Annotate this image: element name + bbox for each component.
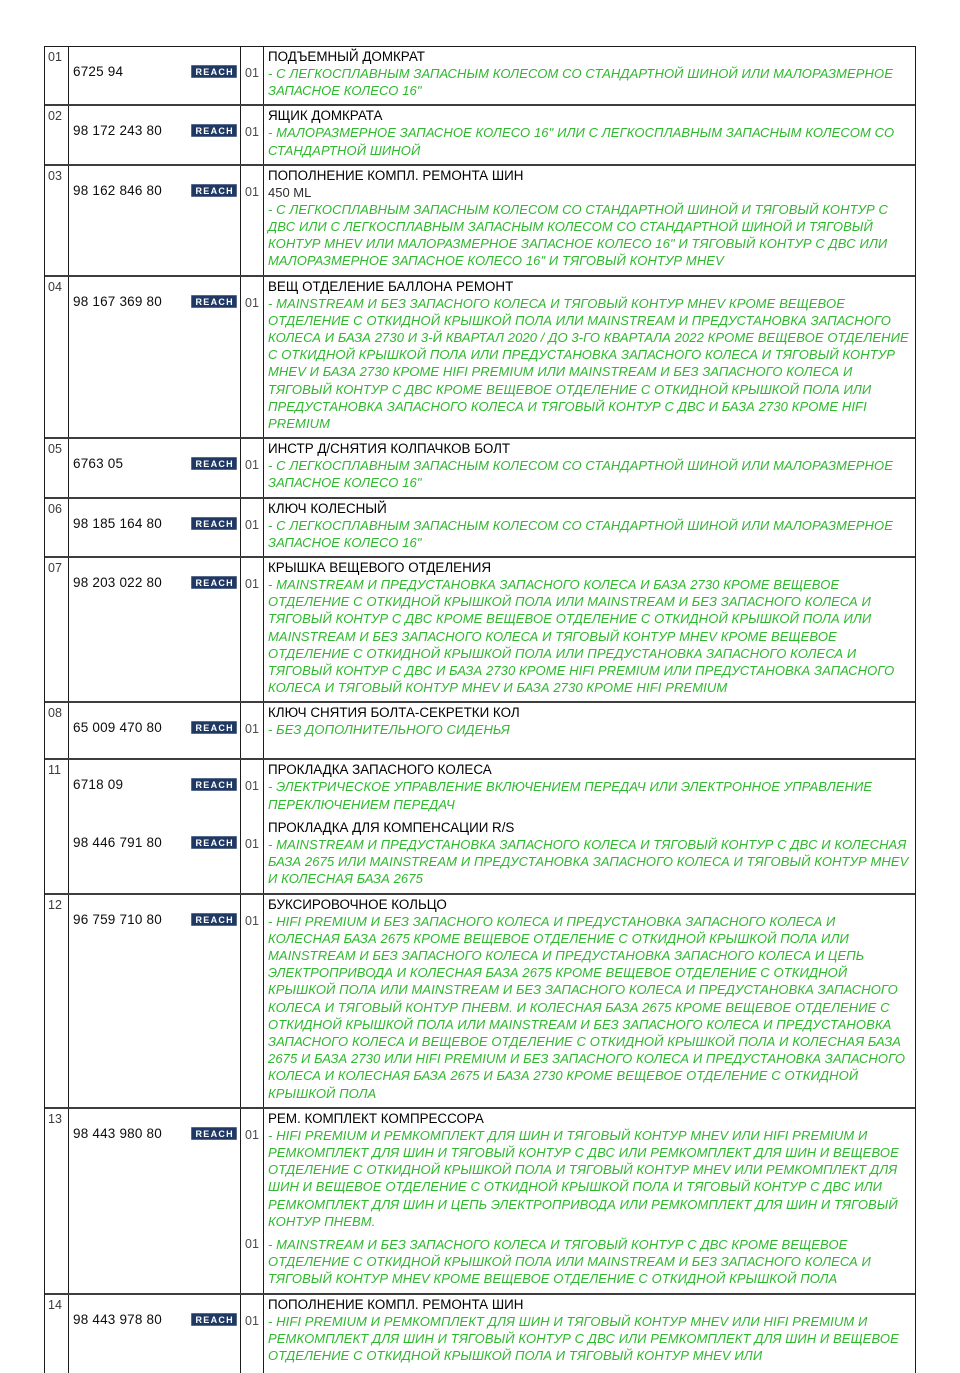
- row-number-cell: [45, 895, 69, 1107]
- quantity-cell: [241, 1295, 264, 1373]
- quantity-value: 01: [245, 458, 259, 473]
- row-entry: [45, 895, 915, 1107]
- description-cell: [264, 1295, 915, 1373]
- part-description: - С ЛЕГКОСПЛАВНЫМ ЗАПАСНЫМ КОЛЕСОМ СО СТАНДАРТНОЙ ШИНОЙ ИЛИ МАЛОРАЗМЕРНОЕ ЗАПАСНОЕ КОЛЕСО 16": [268, 517, 893, 550]
- row-number: 03: [48, 168, 62, 183]
- part-cell: [69, 818, 241, 893]
- part-number[interactable]: 6725 94: [73, 64, 124, 79]
- table-row: [45, 106, 915, 165]
- row-number: 02: [48, 109, 62, 124]
- part-number[interactable]: 98 446 791 80: [73, 834, 162, 850]
- quantity-cell: [241, 1109, 264, 1235]
- quantity-cell: [241, 760, 264, 817]
- table-row: [45, 1295, 915, 1373]
- part-title: КРЫШКА ВЕЩЕВОГО ОТДЕЛЕНИЯ: [268, 560, 492, 576]
- row-number: 04: [48, 279, 62, 294]
- row-number-cell: [45, 106, 69, 163]
- row-entry: [45, 558, 915, 701]
- description-cell: [264, 277, 915, 438]
- part-title: ПРОКЛАДКА ЗАПАСНОГО КОЛЕСА: [268, 762, 492, 778]
- quantity-value: 01: [245, 779, 259, 794]
- reach-badge[interactable]: REACH: [191, 124, 237, 137]
- table-row: [45, 558, 915, 703]
- row-number-cell: [45, 703, 69, 758]
- description-cell: [264, 1235, 915, 1293]
- table-row: [45, 166, 915, 277]
- part-line: [69, 1312, 240, 1327]
- part-description: - С ЛЕГКОСПЛАВНЫМ ЗАПАСНЫМ КОЛЕСОМ СО СТАНДАРТНОЙ ШИНОЙ И ТЯГОВЫЙ КОНТУР С ДВС ИЛИ С ЛЕГКОСПЛАВНЫМ ЗАПАСНЫМ КОЛЕСОМ СО СТАНДАРТНОЙ ШИНОЙ И ТЯГОВЫЙ КОНТУР MHEV ИЛИ МАЛОРАЗМЕРНОЕ ЗАПАСНОЕ КОЛЕСО 16" И ТЯГОВЫЙ КОНТУР С ДВС ИЛИ МАЛОРАЗМЕРНОЕ ЗАПАСНОЕ КОЛЕСО 16" И ТЯГОВЫЙ КОНТУР MHEV: [268, 201, 888, 269]
- part-description: - MAINSTREAM И БЕЗ ЗАПАСНОГО КОЛЕСА И ТЯГОВЫЙ КОНТУР С ДВС КРОМЕ ВЕЩЕВОЕ ОТДЕЛЕНИЕ С ОТКИДНОЙ КРЫШКОЙ ПОЛА ИЛИ MAINSTREAM И БЕЗ ЗАПАСНОГО КОЛЕСА И ТЯГОВЫЙ КОНТУР MHEV КРОМЕ ВЕЩЕВОЕ ОТДЕЛЕНИЕ С ОТКИДНОЙ КРЫШКОЙ ПОЛА: [268, 1236, 871, 1287]
- part-line: [69, 720, 240, 735]
- part-description: - MAINSTREAM И ПРЕДУСТАНОВКА ЗАПАСНОГО КОЛЕСА И БАЗА 2730 КРОМЕ ВЕЩЕВОЕ ОТДЕЛЕНИЕ С ОТКИДНОЙ КРЫШКОЙ ПОЛА ИЛИ MAINSTREAM И БЕЗ ЗАПАСНОГО КОЛЕСА И ТЯГОВЫЙ КОНТУР С ДВС КРОМЕ ВЕЩЕВОЕ ОТДЕЛЕНИЕ С ОТКИДНОЙ КРЫШКОЙ ПОЛА ИЛИ MAINSTREAM И БЕЗ ЗАПАСНОГО КОЛЕСА И ТЯГОВЫЙ КОНТУР MHEV КРОМЕ ВЕЩЕВОЕ ОТДЕЛЕНИЕ С ОТКИДНОЙ КРЫШКОЙ ПОЛА ИЛИ ПРЕДУСТАНОВКА ЗАПАСНОГО КОЛЕСА И ТЯГОВЫЙ КОНТУР С ДВС И БАЗА 2730 КРОМЕ HIFI PREMIUM ИЛИ ПРЕДУСТАНОВКА ЗАПАСНОГО КОЛЕСА И ТЯГОВЫЙ КОНТУР MHEV И БАЗА 2730 КРОМЕ HIFI PREMIUM: [268, 577, 895, 696]
- part-title: ПОДЪЕМНЫЙ ДОМКРАТ: [268, 49, 425, 64]
- reach-badge[interactable]: REACH: [191, 1313, 237, 1326]
- part-number[interactable]: 96 759 710 80: [73, 911, 162, 927]
- description-cell: [264, 760, 915, 817]
- row-number: 05: [48, 442, 62, 457]
- part-title: РЕМ. КОМПЛЕКТ КОМПРЕССОРА: [268, 1110, 484, 1126]
- row-number: 07: [48, 561, 62, 576]
- part-line: [69, 575, 240, 590]
- part-title: ПРОКЛАДКА ДЛЯ КОМПЕНСАЦИИ R/S: [268, 819, 515, 835]
- row-entry: [45, 1109, 915, 1235]
- table-row: [45, 1109, 915, 1295]
- part-description: - С ЛЕГКОСПЛАВНЫМ ЗАПАСНЫМ КОЛЕСОМ СО СТАНДАРТНОЙ ШИНОЙ ИЛИ МАЛОРАЗМЕРНОЕ ЗАПАСНОЕ КОЛЕСО 16": [268, 66, 893, 99]
- reach-badge[interactable]: REACH: [191, 457, 237, 470]
- part-cell: [69, 106, 241, 163]
- part-note: 450 ML: [268, 184, 312, 200]
- reach-badge[interactable]: REACH: [191, 836, 237, 849]
- quantity-value: 01: [245, 913, 259, 928]
- quantity-value: 01: [245, 1313, 259, 1328]
- part-cell: [69, 277, 241, 438]
- part-description: - HIFI PREMIUM И РЕМКОМПЛЕКТ ДЛЯ ШИН И ТЯГОВЫЙ КОНТУР MHEV ИЛИ HIFI PREMIUM И РЕМКОМПЛЕКТ ДЛЯ ШИН И ТЯГОВЫЙ КОНТУР С ДВС ИЛИ РЕМКОМПЛЕКТ ДЛЯ ШИН И ВЕЩЕВОЕ ОТДЕЛЕНИЕ С ОТКИДНОЙ КРЫШКОЙ ПОЛА И ТЯГОВЫЙ КОНТУР MHEV ИЛИ РЕМКОМПЛЕКТ ДЛЯ ШИН И ВЕЩЕВОЕ ОТДЕЛЕНИЕ С ОТКИДНОЙ КРЫШКОЙ ПОЛА И ТЯГОВЫЙ КОНТУР С ДВС ИЛИ РЕМКОМПЛЕКТ ДЛЯ ШИН И ЦЕПЬ ЭЛЕКТРОПРИВОДА ИЛИ РЕМКОМПЛЕКТ ДЛЯ ШИН И ТЯГОВЫЙ КОНТУР ПНЕВМ.: [268, 1127, 899, 1229]
- part-line: [69, 64, 240, 79]
- reach-badge[interactable]: REACH: [191, 517, 237, 530]
- quantity-cell: [241, 106, 264, 163]
- row-number-cell: [45, 1295, 69, 1373]
- description-cell: [264, 166, 915, 275]
- part-title: ПОПОЛНЕНИЕ КОМПЛ. РЕМОНТА ШИН: [268, 167, 524, 183]
- reach-badge[interactable]: REACH: [191, 295, 237, 308]
- row-number-cell: [45, 277, 69, 438]
- part-number[interactable]: 65 009 470 80: [73, 720, 162, 736]
- part-cell: [69, 166, 241, 275]
- reach-badge[interactable]: REACH: [191, 1127, 237, 1140]
- description-cell: [264, 106, 915, 163]
- row-number-cell: [45, 499, 69, 556]
- part-line: [69, 183, 240, 198]
- row-entry: [45, 106, 915, 163]
- quantity-value: 01: [245, 295, 259, 310]
- part-description: - С ЛЕГКОСПЛАВНЫМ ЗАПАСНЫМ КОЛЕСОМ СО СТАНДАРТНОЙ ШИНОЙ ИЛИ МАЛОРАЗМЕРНОЕ ЗАПАСНОЕ КОЛЕСО 16": [268, 458, 893, 491]
- part-title: КЛЮЧ СНЯТИЯ БОЛТА-СЕКРЕТКИ КОЛ: [268, 705, 520, 721]
- reach-badge[interactable]: REACH: [191, 184, 237, 197]
- part-description: - МАЛОРАЗМЕРНОЕ ЗАПАСНОЕ КОЛЕСО 16" ИЛИ С ЛЕГКОСПЛАВНЫМ ЗАПАСНЫМ КОЛЕСОМ СО СТАНДАРТНОЙ ШИНОЙ: [268, 125, 895, 158]
- table-row: [45, 499, 915, 558]
- part-cell: [69, 895, 241, 1107]
- table-row: [45, 47, 915, 106]
- description-cell: [264, 703, 915, 758]
- row-number: 01: [48, 50, 62, 64]
- quantity-value: 01: [245, 1236, 259, 1251]
- quantity-cell: [241, 558, 264, 701]
- row-entry: [45, 166, 915, 275]
- description-cell: [264, 47, 915, 104]
- quantity-value: 01: [245, 517, 259, 532]
- quantity-value: 01: [245, 1127, 259, 1142]
- description-cell: [264, 499, 915, 556]
- part-line: [69, 1126, 240, 1141]
- row-number: 14: [48, 1297, 62, 1312]
- part-line: [69, 516, 240, 531]
- part-cell: [69, 499, 241, 556]
- part-description: - MAINSTREAM И БЕЗ ЗАПАСНОГО КОЛЕСА И ТЯГОВЫЙ КОНТУР MHEV КРОМЕ ВЕЩЕВОЕ ОТДЕЛЕНИЕ С ОТКИДНОЙ КРЫШКОЙ ПОЛА ИЛИ MAINSTREAM И ПРЕДУСТАНОВКА ЗАПАСНОГО КОЛЕСА И БАЗА 2730 И 3-Й КВАРТАЛ 2020 / ДО 3-ГО КВАРТАЛА 2022 КРОМЕ ВЕЩЕВОЕ ОТДЕЛЕНИЕ С ОТКИДНОЙ КРЫШКОЙ ПОЛА ИЛИ ПРЕДУСТАНОВКА ЗАПАСНОГО КОЛЕСА И ТЯГОВЫЙ КОНТУР MHEV И БАЗА 2730 КРОМЕ HIFI PREMIUM ИЛИ MAINSTREAM И БЕЗ ЗАПАСНОГО КОЛЕСА И ТЯГОВЫЙ КОНТУР С ДВС КРОМЕ ВЕЩЕВОЕ ОТДЕЛЕНИЕ С ОТКИДНОЙ КРЫШКОЙ ПОЛА ИЛИ ПРЕДУСТАНОВКА ЗАПАСНОГО КОЛЕСА И ТЯГОВЫЙ КОНТУР С ДВС И БАЗА 2730 КРОМЕ HIFI PREMIUM: [268, 295, 909, 432]
- part-title: ВЕЩ ОТДЕЛЕНИЕ БАЛЛОНА РЕМОНТ: [268, 278, 514, 294]
- reach-badge[interactable]: REACH: [191, 913, 237, 926]
- part-number[interactable]: 98 162 846 80: [73, 182, 162, 198]
- row-number-cell: [45, 439, 69, 496]
- part-line: [69, 777, 240, 792]
- part-line: [69, 294, 240, 309]
- quantity-value: 01: [245, 125, 259, 140]
- part-cell: [69, 47, 241, 104]
- row-number-cell: [45, 558, 69, 701]
- part-number[interactable]: 98 203 022 80: [73, 575, 162, 591]
- part-cell: [69, 703, 241, 758]
- table-row: [45, 439, 915, 498]
- quantity-value: 01: [245, 184, 259, 199]
- part-cell: [69, 558, 241, 701]
- part-cell: [69, 1295, 241, 1373]
- quantity-value: 01: [245, 836, 259, 851]
- part-line: [69, 456, 240, 471]
- row-number: 12: [48, 897, 62, 912]
- row-number: 08: [48, 706, 62, 721]
- row-entry: [45, 1295, 915, 1373]
- part-number[interactable]: 98 443 978 80: [73, 1311, 162, 1327]
- quantity-cell: [241, 277, 264, 438]
- row-entry: [45, 47, 915, 104]
- part-line: [69, 912, 240, 927]
- quantity-cell: [241, 499, 264, 556]
- part-line: [69, 123, 240, 138]
- part-line: [69, 835, 240, 850]
- row-entry: [45, 499, 915, 556]
- part-cell: [69, 1235, 241, 1293]
- description-cell: [264, 895, 915, 1107]
- part-title: ПОПОЛНЕНИЕ КОМПЛ. РЕМОНТА ШИН: [268, 1296, 524, 1312]
- part-title: БУКСИРОВОЧНОЕ КОЛЬЦО: [268, 896, 447, 912]
- quantity-value: 01: [245, 577, 259, 592]
- part-description: - MAINSTREAM И ПРЕДУСТАНОВКА ЗАПАСНОГО КОЛЕСА И ТЯГОВЫЙ КОНТУР С ДВС И КОЛЕСНАЯ БАЗА 2675 ИЛИ MAINSTREAM И ПРЕДУСТАНОВКА ЗАПАСНОГО КОЛЕСА И ТЯГОВЫЙ КОНТУР MHEV И КОЛЕСНАЯ БАЗА 2675: [268, 836, 909, 887]
- part-number[interactable]: 98 443 980 80: [73, 1125, 162, 1141]
- part-title: ИНСТР Д/СНЯТИЯ КОЛПАЧКОВ БОЛТ: [268, 441, 511, 457]
- part-number[interactable]: 6763 05: [73, 456, 124, 472]
- description-cell: [264, 1109, 915, 1235]
- row-entry: [45, 760, 915, 817]
- row-entry: [45, 1235, 915, 1293]
- description-cell: [264, 558, 915, 701]
- row-entry: [45, 277, 915, 438]
- quantity-value: 01: [245, 66, 259, 80]
- description-cell: [264, 439, 915, 496]
- parts-table: [44, 46, 916, 1373]
- part-number[interactable]: 98 172 243 80: [73, 123, 162, 139]
- row-number: 06: [48, 501, 62, 516]
- quantity-cell: [241, 703, 264, 758]
- row-number-cell: [45, 166, 69, 275]
- reach-badge[interactable]: REACH: [191, 721, 237, 734]
- part-cell: [69, 1109, 241, 1235]
- table-row: [45, 703, 915, 760]
- row-number-cell: [45, 1235, 69, 1293]
- part-number[interactable]: 98 167 369 80: [73, 293, 162, 309]
- reach-badge[interactable]: REACH: [191, 65, 237, 78]
- row-entry: [45, 439, 915, 496]
- table-row: [45, 895, 915, 1109]
- quantity-cell: [241, 47, 264, 104]
- part-number[interactable]: 6718 09: [73, 777, 124, 793]
- row-entry: [45, 703, 915, 758]
- part-cell: [69, 439, 241, 496]
- part-description: - HIFI PREMIUM И БЕЗ ЗАПАСНОГО КОЛЕСА И ПРЕДУСТАНОВКА ЗАПАСНОГО КОЛЕСА И КОЛЕСНАЯ БАЗА 2675 КРОМЕ ВЕЩЕВОЕ ОТДЕЛЕНИЕ С ОТКИДНОЙ КРЫШКОЙ ПОЛА ИЛИ MAINSTREAM И БЕЗ ЗАПАСНОГО КОЛЕСА И ПРЕДУСТАНОВКА ЗАПАСНОГО КОЛЕСА И ЦЕПЬ ЭЛЕКТРОПРИВОДА И КОЛЕСНАЯ БАЗА 2675 КРОМЕ ВЕЩЕВОЕ ОТДЕЛЕНИЕ С ОТКИДНОЙ КРЫШКОЙ ПОЛА ИЛИ MAINSTREAM И БЕЗ ЗАПАСНОГО КОЛЕСА И ПРЕДУСТАНОВКА ЗАПАСНОГО КОЛЕСА И ТЯГОВЫЙ КОНТУР ПНЕВМ. И КОЛЕСНАЯ БАЗА 2675 КРОМЕ ВЕЩЕВОЕ ОТДЕЛЕНИЕ С ОТКИДНОЙ КРЫШКОЙ ПОЛА ИЛИ MAINSTREAM И БЕЗ ЗАПАСНОГО КОЛЕСА И ПРЕДУСТАНОВКА ЗАПАСНОГО КОЛЕСА И ВЕЩЕВОЕ ОТДЕЛЕНИЕ С ОТКИДНОЙ КРЫШКОЙ ПОЛА И КОЛЕСНАЯ БАЗА 2675 И БАЗА 2730 ИЛИ HIFI PREMIUM И БЕЗ ЗАПАСНОГО КОЛЕСА И ПРЕДУСТАНОВКА ЗАПАСНОГО КОЛЕСА И КОЛЕСНАЯ БАЗА 2675 И БАЗА 2730 КРОМЕ ВЕЩЕВОЕ ОТДЕЛЕНИЕ С ОТКИДНОЙ КРЫШКОЙ ПОЛА: [268, 913, 906, 1101]
- row-number: 11: [48, 763, 61, 778]
- table-row: [45, 760, 915, 894]
- quantity-cell: [241, 818, 264, 893]
- table-row: [45, 277, 915, 440]
- part-cell: [69, 760, 241, 817]
- quantity-value: 01: [245, 722, 259, 737]
- row-number-cell: [45, 47, 69, 104]
- quantity-cell: [241, 166, 264, 275]
- reach-badge[interactable]: REACH: [191, 576, 237, 589]
- quantity-cell: [241, 1235, 264, 1293]
- description-cell: [264, 818, 915, 893]
- part-description: - ЭЛЕКТРИЧЕСКОЕ УПРАВЛЕНИЕ ВКЛЮЧЕНИЕМ ПЕРЕДАЧ ИЛИ ЭЛЕКТРОННОЕ УПРАВЛЕНИЕ ПЕРЕКЛЮЧЕНИЕМ ПЕРЕДАЧ: [268, 779, 873, 812]
- row-number-cell: [45, 760, 69, 817]
- part-description: - БЕЗ ДОПОЛНИТЕЛЬНОГО СИДЕНЬЯ: [268, 722, 510, 738]
- quantity-cell: [241, 439, 264, 496]
- part-title: КЛЮЧ КОЛЕСНЫЙ: [268, 500, 387, 516]
- part-title: ЯЩИК ДОМКРАТА: [268, 108, 383, 124]
- part-description: - HIFI PREMIUM И РЕМКОМПЛЕКТ ДЛЯ ШИН И ТЯГОВЫЙ КОНТУР MHEV ИЛИ HIFI PREMIUM И РЕМКОМПЛЕКТ ДЛЯ ШИН И ТЯГОВЫЙ КОНТУР С ДВС ИЛИ РЕМКОМПЛЕКТ ДЛЯ ШИН И ВЕЩЕВОЕ ОТДЕЛЕНИЕ С ОТКИДНОЙ КРЫШКОЙ ПОЛА И ТЯГОВЫЙ КОНТУР MHEV ИЛИ: [268, 1313, 899, 1363]
- row-number-cell: [45, 1109, 69, 1235]
- row-number: 13: [48, 1111, 62, 1126]
- part-number[interactable]: 98 185 164 80: [73, 515, 162, 531]
- row-number-cell: [45, 818, 69, 893]
- quantity-cell: [241, 895, 264, 1107]
- row-entry: [45, 818, 915, 893]
- reach-badge[interactable]: REACH: [191, 778, 237, 791]
